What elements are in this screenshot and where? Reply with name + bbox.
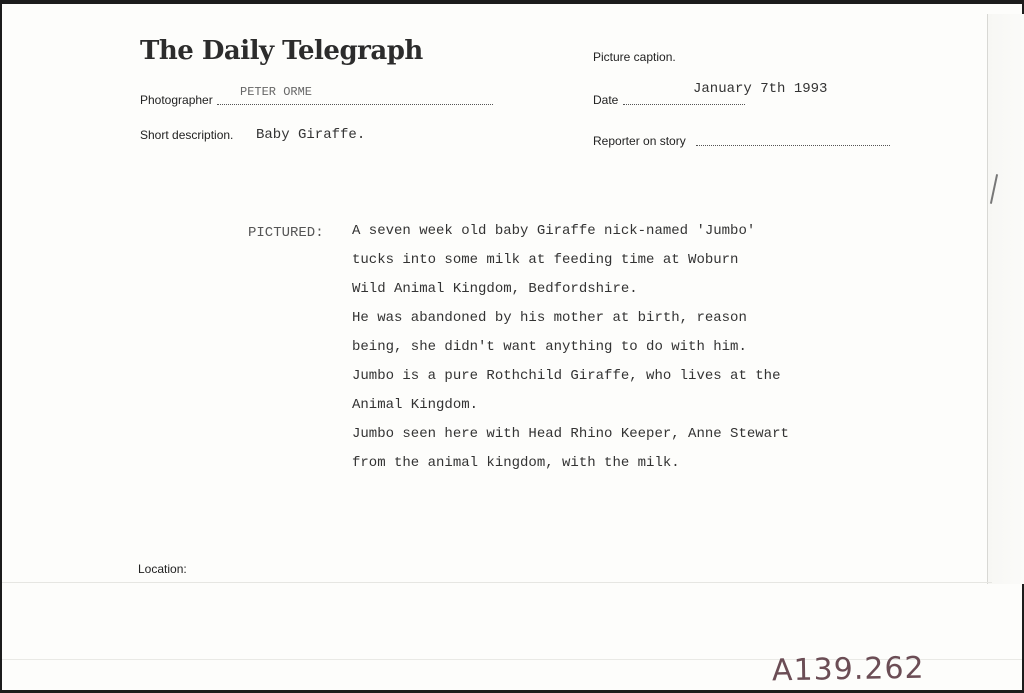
reporter-line	[696, 144, 890, 146]
reporter-label: Reporter on story	[593, 134, 686, 148]
date-line	[623, 103, 745, 105]
date-label: Date	[593, 93, 619, 107]
photographer-label: Photographer	[140, 93, 213, 107]
caption-line: Animal Kingdom.	[352, 397, 479, 413]
pictured-label: PICTURED:	[248, 225, 324, 241]
short-description-value: Baby Giraffe.	[256, 127, 366, 143]
caption-line: Jumbo seen here with Head Rhino Keeper, Anne Stewart	[352, 426, 789, 442]
short-description-label: Short description.	[140, 128, 234, 142]
caption-line: Jumbo is a pure Rothchild Giraffe, who lives at the	[352, 368, 781, 384]
date-value: January 7th 1993	[693, 81, 828, 97]
caption-line: from the animal kingdom, with the milk.	[352, 455, 680, 471]
location-label: Location:	[138, 562, 187, 576]
caption-line: He was abandoned by his mother at birth, reason	[352, 310, 747, 326]
caption-line: being, she didn't want anything to do with him.	[352, 339, 747, 355]
sheet-edge	[987, 14, 1024, 584]
photographer-line	[217, 103, 493, 105]
caption-line: tucks into some milk at feeding time at Woburn	[352, 252, 739, 268]
photographer-value: PETER ORME	[240, 85, 313, 99]
caption-line: A seven week old baby Giraffe nick-named 'Jumbo'	[352, 223, 756, 239]
caption-line: Wild Animal Kingdom, Bedfordshire.	[352, 281, 638, 297]
masthead-logo: The Daily Telegraph	[140, 36, 423, 66]
divider	[2, 582, 992, 583]
archive-number: A139.262	[771, 650, 925, 689]
picture-caption-label: Picture caption.	[593, 50, 676, 64]
